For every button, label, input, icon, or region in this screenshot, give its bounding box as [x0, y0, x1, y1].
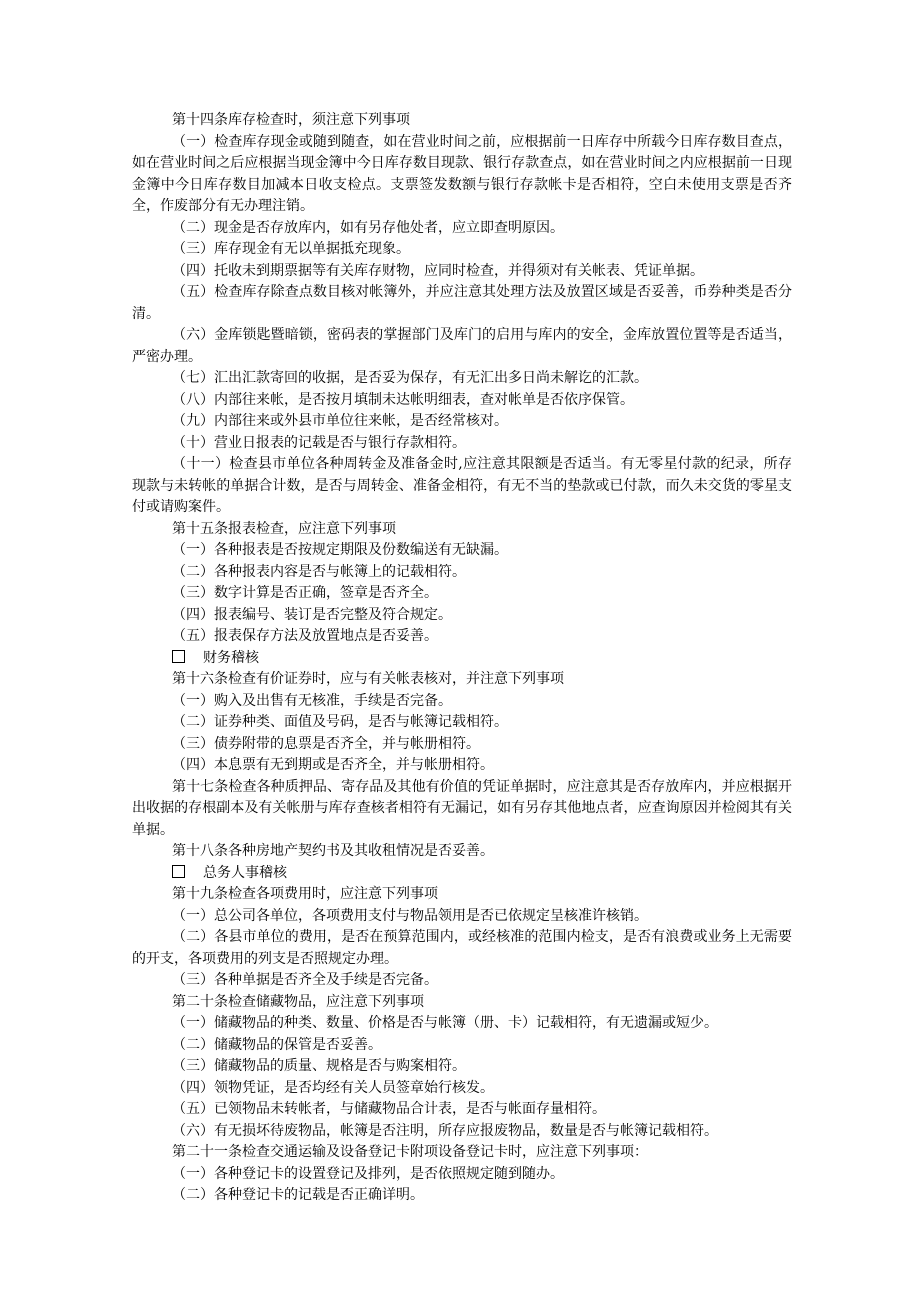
paragraph: （四）本息票有无到期或是否齐全，并与帐册相符。 — [172, 757, 494, 773]
paragraph: （三）储藏物品的质量、规格是否与购案相符。 — [172, 1058, 466, 1074]
paragraph: 第十八条各种房地产契约书及其收租情况是否妥善。 — [172, 843, 494, 859]
paragraph: （三）库存现金有无以单据抵充现象。 — [172, 241, 410, 257]
paragraph: （四）领物凭证，是否均经有关人员签章始行核发。 — [172, 1079, 494, 1096]
paragraph: （六）有无损坏待废物品，帐簿是否注明，所存应报废物品，数量是否与帐簿记载相符。 — [172, 1122, 718, 1139]
paragraph: （四）托收未到期票据等有关库存财物，应同时检查，并得须对有关帐表、凭证单据。 — [172, 262, 704, 279]
document-page — [132, 110, 792, 1207]
paragraph: （一）检查库存现金或随到随查，如在营业时间之前，应根据前一日库存中所载今日库存数目查点，如在营业时间之后应根据当现金簿中今日库存数目现款、银行存款查点，如在营业时间之内应根据前一日现金簿中今日库存数目加减本日收支检点。支票签发数额与银行存款帐卡是否相符，空白未使用支票是否齐全，作废部分有无办理注销。 — [132, 133, 792, 214]
paragraph: （一）各种登记卡的设置登记及排列，是否依照规定随到随办。 — [172, 1165, 564, 1182]
paragraph: 第十五条报表检查，应注意下列事项 — [172, 520, 396, 537]
paragraph: 第十九条检查各项费用时，应注意下列事项 — [172, 886, 438, 902]
paragraph: （十一）检查县市单位各种周转金及准备金时,应注意其限额是否适当。有无零星付款的纪录，所存现款与未转帐的单据合计数，是否与周转金、准备金相符，有无不当的垫款或已付款，而久未交货的零星支付或请购案件。 — [132, 456, 792, 515]
section-title: 财务稽核 — [203, 649, 259, 666]
paragraph: 第二十条检查储藏物品，应注意下列事项 — [172, 993, 424, 1010]
checkbox-square-icon — [172, 865, 185, 878]
paragraph: （一）储藏物品的种类、数量、价格是否与帐簿（册、卡）记载相符，有无遗漏或短少。 — [172, 1015, 718, 1031]
paragraph: （五）已领物品未转帐者，与储藏物品合计表，是否与帐面存量相符。 — [172, 1101, 606, 1117]
paragraph: 第十六条检查有价证券时，应与有关帐表核对，并注意下列事项 — [172, 671, 564, 687]
paragraph: （一）总公司各单位，各项费用支付与物品领用是否已依规定呈核准许核销。 — [172, 907, 648, 924]
paragraph: 第二十一条检查交通运输及设备登记卡附项设备登记卡时，应注意下列事项： — [172, 1144, 648, 1160]
paragraph: （十）营业日报表的记载是否与银行存款相符。 — [172, 434, 466, 451]
paragraph: （二）现金是否存放库内，如有另存他处者，应立即查明原因。 — [172, 219, 564, 236]
paragraph: （四）报表编号、装订是否完整及符合规定。 — [172, 606, 452, 623]
paragraph: （五）检查库存除查点数目核对帐簿外，并应注意其处理方法及放置区域是否妥善，币券种类是否分清。 — [132, 284, 792, 322]
paragraph: （七）汇出汇款寄回的收据，是否妥为保存，有无汇出多日尚未解讫的汇款。 — [172, 370, 648, 386]
paragraph: （六）金库锁匙暨暗锁，密码表的掌握部门及库门的启用与库内的安全，金库放置位置等是否适当，严密办理。 — [132, 327, 792, 365]
paragraph: （一）各种报表是否按规定期限及份数编送有无缺漏。 — [172, 542, 508, 558]
paragraph: （三）各种单据是否齐全及手续是否完备。 — [172, 972, 438, 988]
paragraph: （三）债券附带的息票是否齐全，并与帐册相符。 — [172, 735, 480, 752]
paragraph: （八）内部往来帐，是否按月填制未达帐明细表，查对帐单是否依序保管。 — [172, 391, 634, 408]
paragraph: 第十四条库存检查时，须注意下列事项 — [172, 112, 410, 128]
paragraph: （二）各种报表内容是否与帐簿上的记载相符。 — [172, 563, 466, 580]
checkbox-square-icon — [172, 650, 185, 663]
paragraph: （二）各县市单位的费用，是否在预算范围内，或经核准的范围内检支，是否有浪费或业务上无需要的开支，各项费用的列支是否照规定办理。 — [132, 929, 792, 967]
paragraph: （九）内部往来或外县市单位往来帐，是否经常核对。 — [172, 413, 508, 429]
paragraph: （二）各种登记卡的记载是否正确详明。 — [172, 1187, 424, 1203]
section-title: 总务人事稽核 — [203, 864, 287, 881]
paragraph: （三）数字计算是否正确，签章是否齐全。 — [172, 585, 438, 601]
section-heading-finance — [132, 648, 792, 670]
paragraph: 第十七条检查各种质押品、寄存品及其他有价值的凭证单据时，应注意其是否存放库内，并应根据开出收据的存根副本及有关帐册与库存查核者相符有无漏记，如有另存其他地点者，应查询原因并检阅其有关单据。 — [132, 778, 792, 838]
section-heading-admin — [132, 863, 792, 885]
paragraph: （一）购入及出售有无核准，手续是否完备。 — [172, 692, 452, 709]
paragraph: （五）报表保存方法及放置地点是否妥善。 — [172, 628, 438, 644]
paragraph: （二）证券种类、面值及号码，是否与帐簿记载相符。 — [172, 714, 508, 730]
paragraph: （二）储藏物品的保管是否妥善。 — [172, 1036, 382, 1053]
